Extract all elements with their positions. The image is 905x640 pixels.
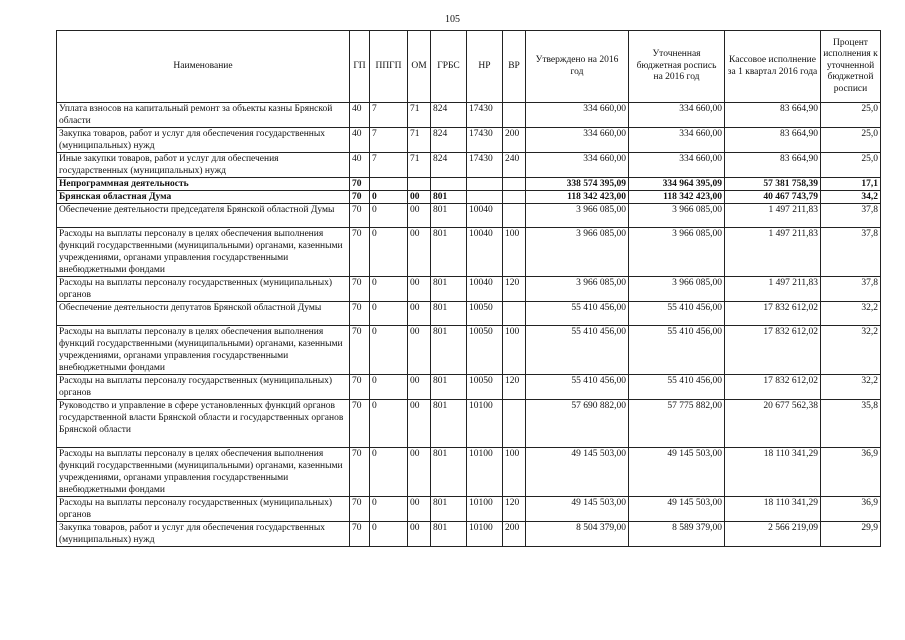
cell-cash: 40 467 743,79 bbox=[725, 191, 821, 204]
cell-np: 17430 bbox=[467, 128, 503, 153]
cell-vr: 240 bbox=[503, 153, 526, 178]
cell-np bbox=[467, 191, 503, 204]
table-row bbox=[57, 400, 881, 448]
header-om: ОМ bbox=[408, 31, 431, 103]
header-cash: Кассовое исполнение за 1 квартал 2016 года bbox=[725, 31, 821, 103]
cell-gp: 70 bbox=[350, 178, 370, 191]
table-row bbox=[57, 277, 881, 302]
cell-ppgp bbox=[370, 178, 408, 191]
table-row bbox=[57, 153, 881, 178]
cell-vr: 100 bbox=[503, 326, 526, 375]
cell-refined: 55 410 456,00 bbox=[629, 326, 725, 375]
cell-np bbox=[467, 178, 503, 191]
cell-refined: 334 660,00 bbox=[629, 153, 725, 178]
header-name: Наименование bbox=[57, 31, 350, 103]
table-row bbox=[57, 128, 881, 153]
cell-vr: 200 bbox=[503, 128, 526, 153]
header-percent: Процент исполнения к уточненной бюджетной росписи bbox=[821, 31, 881, 103]
cell-approved: 49 145 503,00 bbox=[526, 448, 629, 497]
cell-name: Брянская областная Дума bbox=[57, 191, 350, 204]
cell-approved: 3 966 085,00 bbox=[526, 204, 629, 228]
cell-name: Расходы на выплаты персоналу в целях обеспечения выполнения функций государственными (муниципальными) органами, казенными учреждениями, органами управления государственными внебюджетными фондами bbox=[57, 326, 350, 375]
cell-om: 00 bbox=[408, 522, 431, 547]
cell-np: 10040 bbox=[467, 228, 503, 277]
cell-vr bbox=[503, 400, 526, 448]
cell-grbs: 824 bbox=[431, 153, 467, 178]
cell-om: 00 bbox=[408, 204, 431, 228]
cell-ppgp: 0 bbox=[370, 448, 408, 497]
table-row bbox=[57, 228, 881, 277]
cell-gp: 70 bbox=[350, 522, 370, 547]
cell-name: Обеспечение деятельности депутатов Брянской областной Думы bbox=[57, 302, 350, 326]
cell-percent: 17,1 bbox=[821, 178, 881, 191]
cell-name: Уплата взносов на капитальный ремонт за объекты казны Брянской области bbox=[57, 103, 350, 128]
cell-gp: 40 bbox=[350, 103, 370, 128]
cell-percent: 34,2 bbox=[821, 191, 881, 204]
cell-cash: 83 664,90 bbox=[725, 103, 821, 128]
cell-cash: 17 832 612,02 bbox=[725, 302, 821, 326]
cell-grbs: 801 bbox=[431, 302, 467, 326]
cell-refined: 3 966 085,00 bbox=[629, 228, 725, 277]
cell-approved: 118 342 423,00 bbox=[526, 191, 629, 204]
cell-om: 00 bbox=[408, 228, 431, 277]
cell-grbs: 801 bbox=[431, 448, 467, 497]
table-row bbox=[57, 375, 881, 400]
cell-cash: 1 497 211,83 bbox=[725, 228, 821, 277]
cell-grbs: 801 bbox=[431, 400, 467, 448]
cell-refined: 57 775 882,00 bbox=[629, 400, 725, 448]
cell-vr: 120 bbox=[503, 277, 526, 302]
cell-grbs: 801 bbox=[431, 204, 467, 228]
cell-vr bbox=[503, 178, 526, 191]
cell-cash: 57 381 758,39 bbox=[725, 178, 821, 191]
cell-name: Закупка товаров, работ и услуг для обеспечения государственных (муниципальных) нужд bbox=[57, 128, 350, 153]
cell-np: 17430 bbox=[467, 103, 503, 128]
cell-ppgp: 0 bbox=[370, 497, 408, 522]
cell-np: 10040 bbox=[467, 204, 503, 228]
table-row bbox=[57, 326, 881, 375]
cell-ppgp: 7 bbox=[370, 103, 408, 128]
cell-vr: 120 bbox=[503, 375, 526, 400]
cell-om: 00 bbox=[408, 497, 431, 522]
cell-gp: 70 bbox=[350, 375, 370, 400]
cell-percent: 29,9 bbox=[821, 522, 881, 547]
cell-om: 00 bbox=[408, 375, 431, 400]
cell-approved: 55 410 456,00 bbox=[526, 375, 629, 400]
cell-grbs bbox=[431, 178, 467, 191]
cell-np: 10050 bbox=[467, 375, 503, 400]
cell-grbs: 801 bbox=[431, 277, 467, 302]
cell-cash: 17 832 612,02 bbox=[725, 326, 821, 375]
cell-gp: 70 bbox=[350, 204, 370, 228]
cell-percent: 25,0 bbox=[821, 153, 881, 178]
cell-name: Расходы на выплаты персоналу в целях обеспечения выполнения функций государственными (муниципальными) органами, казенными учреждениями, органами управления государственными внебюджетными фондами bbox=[57, 228, 350, 277]
cell-ppgp: 0 bbox=[370, 400, 408, 448]
cell-refined: 8 589 379,00 bbox=[629, 522, 725, 547]
header-approved: Утверждено на 2016 год bbox=[526, 31, 629, 103]
cell-grbs: 824 bbox=[431, 128, 467, 153]
cell-cash: 20 677 562,38 bbox=[725, 400, 821, 448]
table-row bbox=[57, 103, 881, 128]
cell-refined: 118 342 423,00 bbox=[629, 191, 725, 204]
cell-om: 00 bbox=[408, 277, 431, 302]
cell-gp: 40 bbox=[350, 153, 370, 178]
cell-om: 71 bbox=[408, 128, 431, 153]
cell-name: Иные закупки товаров, работ и услуг для обеспечения государственных (муниципальных) нужд bbox=[57, 153, 350, 178]
cell-approved: 55 410 456,00 bbox=[526, 302, 629, 326]
cell-vr bbox=[503, 103, 526, 128]
table-row bbox=[57, 522, 881, 547]
cell-refined: 334 660,00 bbox=[629, 128, 725, 153]
cell-np: 10050 bbox=[467, 302, 503, 326]
page-number: 105 bbox=[445, 14, 460, 25]
cell-om: 00 bbox=[408, 400, 431, 448]
cell-approved: 334 660,00 bbox=[526, 128, 629, 153]
cell-percent: 32,2 bbox=[821, 375, 881, 400]
cell-ppgp: 0 bbox=[370, 375, 408, 400]
cell-np: 10100 bbox=[467, 400, 503, 448]
cell-np: 10100 bbox=[467, 448, 503, 497]
cell-cash: 83 664,90 bbox=[725, 153, 821, 178]
cell-gp: 70 bbox=[350, 228, 370, 277]
table-row bbox=[57, 191, 881, 204]
cell-approved: 49 145 503,00 bbox=[526, 497, 629, 522]
cell-percent: 25,0 bbox=[821, 103, 881, 128]
header-ppgp: ППГП bbox=[370, 31, 408, 103]
table-row bbox=[57, 302, 881, 326]
cell-gp: 70 bbox=[350, 400, 370, 448]
cell-vr bbox=[503, 302, 526, 326]
cell-grbs: 801 bbox=[431, 191, 467, 204]
cell-name: Расходы на выплаты персоналу государственных (муниципальных) органов bbox=[57, 497, 350, 522]
table-row bbox=[57, 497, 881, 522]
cell-percent: 37,8 bbox=[821, 204, 881, 228]
cell-name: Закупка товаров, работ и услуг для обеспечения государственных (муниципальных) нужд bbox=[57, 522, 350, 547]
cell-np: 10040 bbox=[467, 277, 503, 302]
cell-om: 00 bbox=[408, 191, 431, 204]
cell-name: Расходы на выплаты персоналу государственных (муниципальных) органов bbox=[57, 375, 350, 400]
header-gp: ГП bbox=[350, 31, 370, 103]
cell-ppgp: 0 bbox=[370, 302, 408, 326]
cell-om: 00 bbox=[408, 448, 431, 497]
cell-np: 10100 bbox=[467, 497, 503, 522]
cell-vr: 100 bbox=[503, 448, 526, 497]
cell-approved: 334 660,00 bbox=[526, 103, 629, 128]
table-header-row bbox=[57, 31, 881, 103]
table-row bbox=[57, 448, 881, 497]
cell-percent: 32,2 bbox=[821, 302, 881, 326]
cell-ppgp: 7 bbox=[370, 128, 408, 153]
cell-om: 00 bbox=[408, 302, 431, 326]
cell-grbs: 801 bbox=[431, 522, 467, 547]
cell-cash: 17 832 612,02 bbox=[725, 375, 821, 400]
cell-vr: 120 bbox=[503, 497, 526, 522]
cell-name: Непрограммная деятельность bbox=[57, 178, 350, 191]
cell-percent: 36,9 bbox=[821, 497, 881, 522]
cell-np: 10050 bbox=[467, 326, 503, 375]
cell-grbs: 801 bbox=[431, 375, 467, 400]
cell-om: 71 bbox=[408, 103, 431, 128]
cell-gp: 40 bbox=[350, 128, 370, 153]
cell-cash: 1 497 211,83 bbox=[725, 204, 821, 228]
cell-name: Расходы на выплаты персоналу государственных (муниципальных) органов bbox=[57, 277, 350, 302]
cell-ppgp: 0 bbox=[370, 277, 408, 302]
cell-cash: 2 566 219,09 bbox=[725, 522, 821, 547]
cell-percent: 35,8 bbox=[821, 400, 881, 448]
cell-refined: 3 966 085,00 bbox=[629, 204, 725, 228]
cell-grbs: 824 bbox=[431, 103, 467, 128]
cell-gp: 70 bbox=[350, 277, 370, 302]
cell-om bbox=[408, 178, 431, 191]
cell-np: 17430 bbox=[467, 153, 503, 178]
cell-ppgp: 7 bbox=[370, 153, 408, 178]
cell-cash: 1 497 211,83 bbox=[725, 277, 821, 302]
cell-refined: 49 145 503,00 bbox=[629, 448, 725, 497]
cell-ppgp: 0 bbox=[370, 522, 408, 547]
cell-np: 10100 bbox=[467, 522, 503, 547]
cell-refined: 334 964 395,09 bbox=[629, 178, 725, 191]
table-row bbox=[57, 204, 881, 228]
cell-cash: 18 110 341,29 bbox=[725, 448, 821, 497]
cell-percent: 36,9 bbox=[821, 448, 881, 497]
cell-om: 00 bbox=[408, 326, 431, 375]
cell-ppgp: 0 bbox=[370, 191, 408, 204]
cell-approved: 8 504 379,00 bbox=[526, 522, 629, 547]
table-body bbox=[57, 103, 881, 547]
header-vr: ВР bbox=[503, 31, 526, 103]
cell-ppgp: 0 bbox=[370, 228, 408, 277]
cell-approved: 334 660,00 bbox=[526, 153, 629, 178]
cell-name: Расходы на выплаты персоналу в целях обеспечения выполнения функций государственными (муниципальными) органами, казенными учреждениями, органами управления государственными внебюджетными фондами bbox=[57, 448, 350, 497]
cell-refined: 49 145 503,00 bbox=[629, 497, 725, 522]
cell-vr: 100 bbox=[503, 228, 526, 277]
header-refined: Уточненная бюджетная роспись на 2016 год bbox=[629, 31, 725, 103]
cell-grbs: 801 bbox=[431, 326, 467, 375]
cell-approved: 3 966 085,00 bbox=[526, 228, 629, 277]
cell-refined: 55 410 456,00 bbox=[629, 375, 725, 400]
cell-percent: 37,8 bbox=[821, 228, 881, 277]
cell-gp: 70 bbox=[350, 497, 370, 522]
cell-ppgp: 0 bbox=[370, 204, 408, 228]
cell-refined: 334 660,00 bbox=[629, 103, 725, 128]
cell-cash: 18 110 341,29 bbox=[725, 497, 821, 522]
budget-table bbox=[56, 30, 881, 547]
cell-name: Обеспечение деятельности председателя Брянской областной Думы bbox=[57, 204, 350, 228]
cell-vr bbox=[503, 191, 526, 204]
cell-name: Руководство и управление в сфере установленных функций органов государственной власти Брянской области и государственных органов Брянской области bbox=[57, 400, 350, 448]
cell-gp: 70 bbox=[350, 448, 370, 497]
cell-om: 71 bbox=[408, 153, 431, 178]
cell-percent: 25,0 bbox=[821, 128, 881, 153]
cell-vr: 200 bbox=[503, 522, 526, 547]
cell-gp: 70 bbox=[350, 302, 370, 326]
cell-gp: 70 bbox=[350, 326, 370, 375]
cell-percent: 37,8 bbox=[821, 277, 881, 302]
cell-gp: 70 bbox=[350, 191, 370, 204]
cell-approved: 338 574 395,09 bbox=[526, 178, 629, 191]
cell-percent: 32,2 bbox=[821, 326, 881, 375]
header-np: НР bbox=[467, 31, 503, 103]
cell-ppgp: 0 bbox=[370, 326, 408, 375]
header-grbs: ГРБС bbox=[431, 31, 467, 103]
cell-approved: 55 410 456,00 bbox=[526, 326, 629, 375]
cell-vr bbox=[503, 204, 526, 228]
cell-cash: 83 664,90 bbox=[725, 128, 821, 153]
cell-refined: 55 410 456,00 bbox=[629, 302, 725, 326]
cell-grbs: 801 bbox=[431, 497, 467, 522]
table-row bbox=[57, 178, 881, 191]
cell-approved: 3 966 085,00 bbox=[526, 277, 629, 302]
cell-approved: 57 690 882,00 bbox=[526, 400, 629, 448]
cell-refined: 3 966 085,00 bbox=[629, 277, 725, 302]
cell-grbs: 801 bbox=[431, 228, 467, 277]
